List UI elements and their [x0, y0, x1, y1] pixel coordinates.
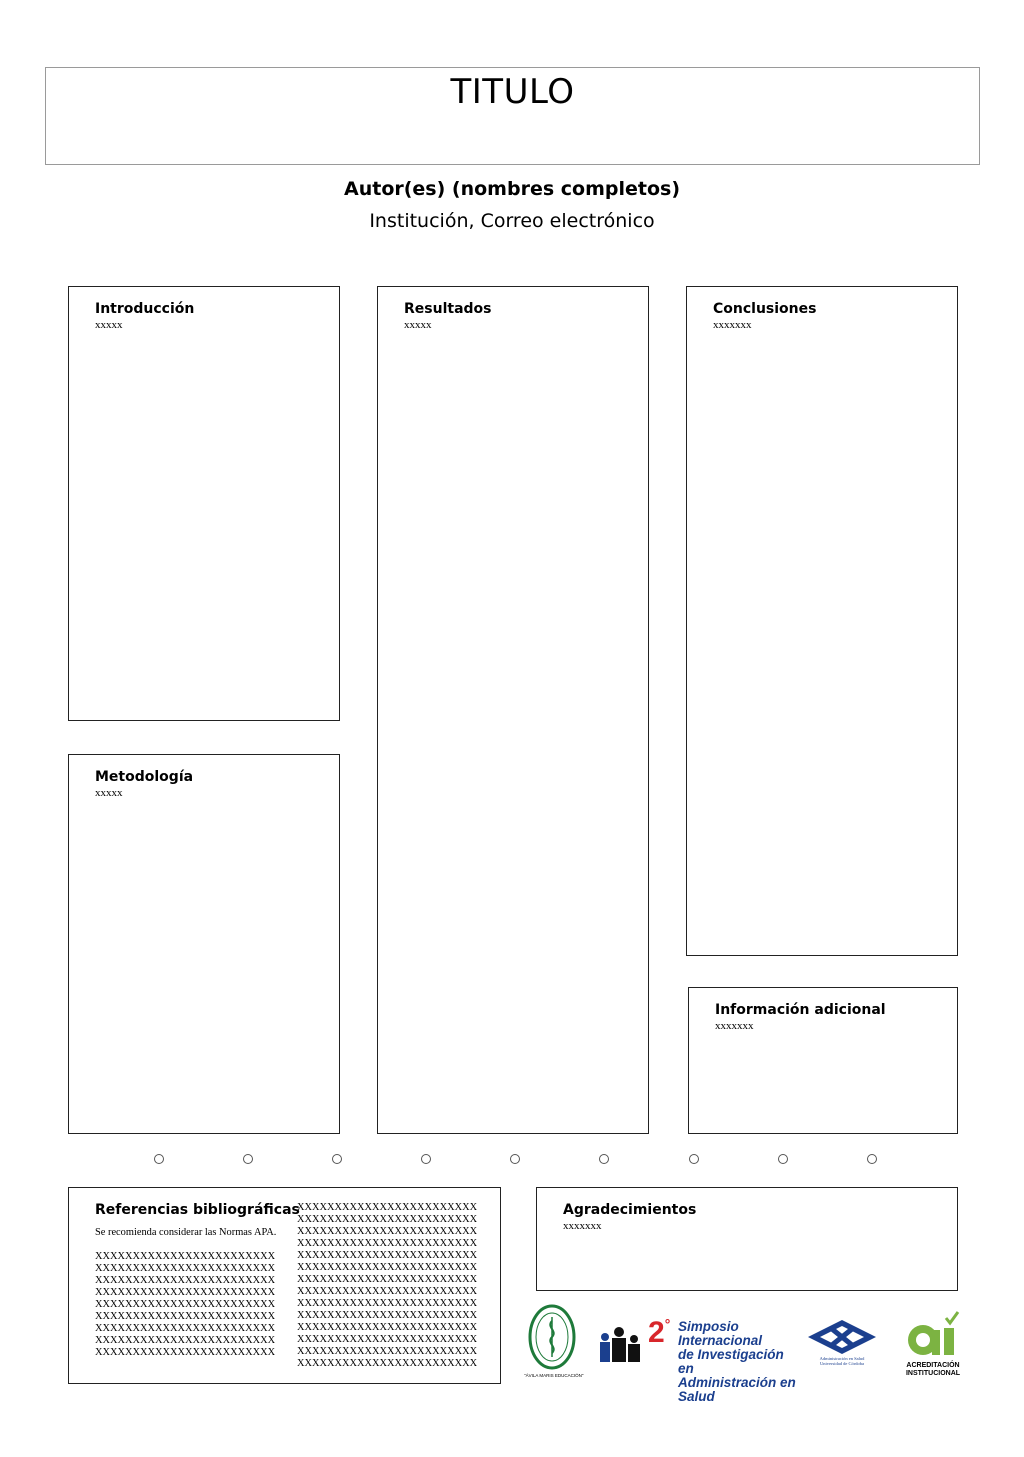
- section-body: xxxxx: [95, 319, 123, 331]
- reference-line: XXXXXXXXXXXXXXXXXXXXXXXX: [95, 1263, 276, 1274]
- reference-line: XXXXXXXXXXXXXXXXXXXXXXXX: [95, 1347, 276, 1358]
- divider-dot: [332, 1154, 342, 1164]
- accreditation-logo: [904, 1310, 962, 1382]
- reference-line: XXXXXXXXXXXXXXXXXXXXXXXX: [95, 1311, 276, 1322]
- reference-line: XXXXXXXXXXXXXXXXXXXXXXXX: [95, 1335, 276, 1346]
- references-col1: [95, 1251, 300, 1359]
- divider-dot: [778, 1154, 788, 1164]
- poster-title: TITULO: [450, 72, 575, 112]
- divider-dot: [510, 1154, 520, 1164]
- symposium-line: Administración en Salud: [678, 1375, 796, 1404]
- section-body: xxxxx: [95, 787, 123, 799]
- agradecimientos-section: [536, 1187, 958, 1291]
- reference-line: XXXXXXXXXXXXXXXXXXXXXXXX: [297, 1214, 478, 1225]
- accreditation-caption: ACREDITACIÓN INSTITUCIONAL: [905, 1362, 961, 1377]
- reference-line: XXXXXXXXXXXXXXXXXXXXXXXX: [297, 1226, 478, 1237]
- divider-dot: [599, 1154, 609, 1164]
- reference-line: XXXXXXXXXXXXXXXXXXXXXXXX: [297, 1322, 478, 1333]
- seal-caption: "ÁVILA MARIS EDUCACIÓN": [524, 1373, 584, 1378]
- authors-line: Autor(es) (nombres completos): [344, 178, 680, 200]
- metodologia-section: [68, 754, 340, 1134]
- symposium-text: [678, 1320, 803, 1404]
- people-silhouette-icon: [598, 1320, 648, 1364]
- university-seal-logo: [524, 1303, 584, 1383]
- section-title: Introducción: [95, 301, 195, 317]
- reference-line: XXXXXXXXXXXXXXXXXXXXXXXX: [95, 1323, 276, 1334]
- section-title: Metodología: [95, 769, 194, 785]
- conclusiones-section: [686, 286, 958, 956]
- divider-dot: [867, 1154, 877, 1164]
- reference-line: XXXXXXXXXXXXXXXXXXXXXXXX: [297, 1310, 478, 1321]
- section-body: xxxxxxx: [715, 1020, 754, 1032]
- section-body: xxxxxxx: [713, 319, 752, 331]
- reference-line: XXXXXXXXXXXXXXXXXXXXXXXX: [297, 1358, 478, 1369]
- symposium-line: Simposio Internacional: [678, 1319, 763, 1348]
- divider-dot: [689, 1154, 699, 1164]
- referencias-section: [68, 1187, 501, 1384]
- section-title: Conclusiones: [713, 301, 817, 317]
- reference-line: XXXXXXXXXXXXXXXXXXXXXXXX: [297, 1238, 478, 1249]
- reference-line: XXXXXXXXXXXXXXXXXXXXXXXX: [297, 1250, 478, 1261]
- section-title: Información adicional: [715, 1002, 886, 1018]
- references-note: Se recomienda considerar las Normas APA.: [95, 1227, 277, 1238]
- program-shield-logo: [806, 1318, 878, 1368]
- reference-line: XXXXXXXXXXXXXXXXXXXXXXXX: [95, 1275, 276, 1286]
- divider-dot: [421, 1154, 431, 1164]
- university-seal-icon: [524, 1303, 580, 1373]
- reference-line: XXXXXXXXXXXXXXXXXXXXXXXX: [297, 1346, 478, 1357]
- reference-line: XXXXXXXXXXXXXXXXXXXXXXXX: [297, 1298, 478, 1309]
- symposium-number: 2°: [648, 1316, 671, 1349]
- reference-line: XXXXXXXXXXXXXXXXXXXXXXXX: [297, 1274, 478, 1285]
- reference-line: XXXXXXXXXXXXXXXXXXXXXXXX: [95, 1299, 276, 1310]
- reference-line: XXXXXXXXXXXXXXXXXXXXXXXX: [297, 1286, 478, 1297]
- references-col2: [297, 1202, 477, 1370]
- symposium-logo: [598, 1316, 803, 1404]
- section-title: Referencias bibliográficas: [95, 1202, 300, 1218]
- program-shield-icon: [806, 1318, 878, 1356]
- reference-line: XXXXXXXXXXXXXXXXXXXXXXXX: [297, 1334, 478, 1345]
- divider-dot: [154, 1154, 164, 1164]
- reference-line: XXXXXXXXXXXXXXXXXXXXXXXX: [95, 1251, 276, 1262]
- accreditation-icon: [904, 1310, 962, 1360]
- reference-line: XXXXXXXXXXXXXXXXXXXXXXXX: [297, 1262, 478, 1273]
- symposium-line: de Investigación en: [678, 1347, 784, 1376]
- institution-line: Institución, Correo electrónico: [369, 210, 655, 232]
- introduccion-section: [68, 286, 340, 721]
- divider-dot: [243, 1154, 253, 1164]
- informacion-adicional-section: [688, 987, 958, 1134]
- program-caption: Administración en Salud Universidad de Córdoba: [819, 1356, 865, 1366]
- reference-line: XXXXXXXXXXXXXXXXXXXXXXXX: [95, 1287, 276, 1298]
- resultados-section: [377, 286, 649, 1134]
- section-body: xxxxxxx: [563, 1220, 602, 1232]
- section-title: Agradecimientos: [563, 1202, 697, 1218]
- reference-line: XXXXXXXXXXXXXXXXXXXXXXXX: [297, 1202, 478, 1213]
- section-title: Resultados: [404, 301, 492, 317]
- section-body: xxxxx: [404, 319, 432, 331]
